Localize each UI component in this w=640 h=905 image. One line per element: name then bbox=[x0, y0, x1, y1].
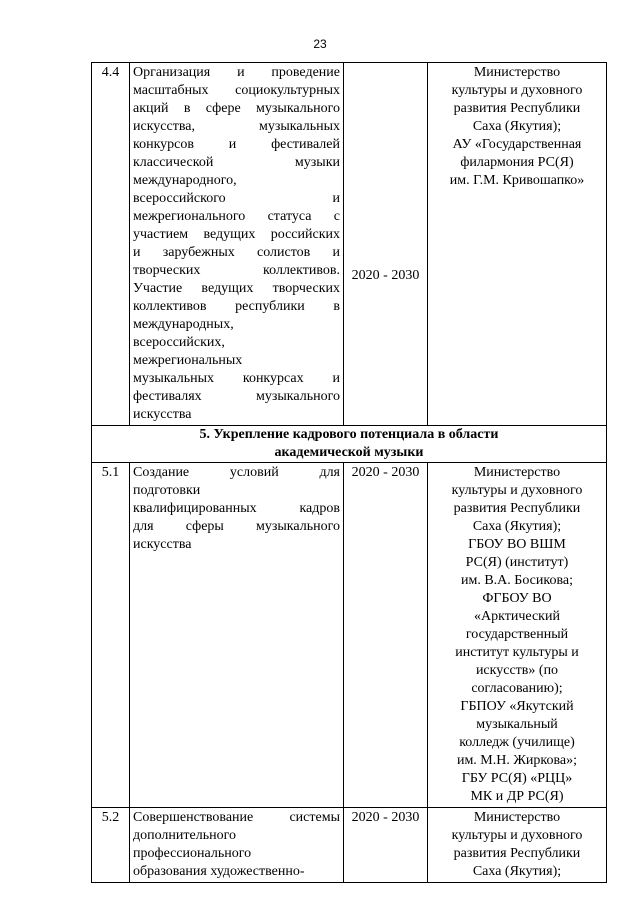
text-line: Участие ведущих творческих bbox=[133, 281, 340, 296]
text-line: искусств» (по bbox=[475, 663, 559, 678]
text-line: образования художественно- bbox=[133, 864, 305, 879]
period-cell: 2020 - 2030 bbox=[344, 63, 428, 426]
period-cell: 2020 - 2030 bbox=[344, 463, 428, 808]
text-line: филармония РС(Я) bbox=[460, 155, 574, 170]
text-line: Министерство bbox=[473, 65, 561, 80]
text-line: фестивалях музыкального bbox=[133, 389, 340, 404]
text-line: ГБПОУ «Якутский bbox=[460, 699, 574, 714]
text-line: согласованию); bbox=[471, 681, 563, 696]
text-line: и зарубежных солистов и bbox=[133, 245, 340, 260]
text-line: развития Республики bbox=[453, 101, 581, 116]
text-line: музыкальный bbox=[476, 717, 558, 732]
table-row-5-1 bbox=[92, 463, 607, 808]
row-number: 5.1 bbox=[92, 463, 130, 808]
text-line: межрегиональных bbox=[133, 353, 243, 368]
text-line: международного, bbox=[133, 173, 237, 188]
text-line: ГБУ РС(Я) «РЦЦ» bbox=[461, 771, 573, 786]
text-line: Создание условий для bbox=[133, 465, 340, 480]
text-line: государственный bbox=[465, 627, 569, 642]
text-line: развития Республики bbox=[453, 501, 581, 516]
text-line: ФГБОУ ВО bbox=[482, 591, 552, 606]
text-line: РС(Я) (институт) bbox=[465, 555, 569, 570]
row-number: 4.4 bbox=[92, 63, 130, 426]
text-line: развития Республики bbox=[453, 846, 581, 861]
text-line: культуры и духовного bbox=[451, 83, 583, 98]
text-line: культуры и духовного bbox=[451, 483, 583, 498]
text-line: Совершенствование системы bbox=[133, 810, 340, 825]
text-line: им. Г.М. Кривошапко» bbox=[449, 173, 585, 188]
text-line: МК и ДР РС(Я) bbox=[470, 789, 564, 804]
text-line: Министерство bbox=[473, 465, 561, 480]
section-header-row bbox=[92, 426, 607, 463]
text-line: творческих коллективов. bbox=[133, 263, 340, 278]
text-line: конкурсов и фестивалей bbox=[133, 137, 340, 152]
text-line: им. В.А. Босикова; bbox=[460, 573, 573, 588]
responsible-cell bbox=[428, 63, 607, 426]
text-line: масштабных социокультурных bbox=[133, 83, 340, 98]
text-line: искусства bbox=[133, 407, 192, 422]
text-line: Министерство bbox=[473, 810, 561, 825]
plan-table bbox=[91, 62, 607, 883]
text-line: всероссийских, bbox=[133, 335, 225, 350]
text-line: Саха (Якутия); bbox=[472, 864, 562, 879]
text-line: Организация и проведение bbox=[133, 65, 340, 80]
text-line: Саха (Якутия); bbox=[472, 119, 562, 134]
text-line: колледж (училище) bbox=[459, 735, 575, 750]
text-line: ГБОУ ВО ВШМ bbox=[468, 537, 566, 552]
text-line: АУ «Государственная bbox=[452, 137, 582, 152]
period-cell: 2020 - 2030 bbox=[344, 808, 428, 883]
text-line: классической музыки bbox=[133, 155, 340, 170]
task-cell bbox=[130, 808, 344, 883]
text-line: участием ведущих российских bbox=[133, 227, 340, 242]
text-line: профессионального bbox=[133, 846, 252, 861]
text-line: для сферы музыкального bbox=[133, 519, 340, 534]
table-row-4-4 bbox=[92, 63, 607, 426]
text-line: коллективов республики в bbox=[133, 299, 340, 314]
section-title-line-2: академической музыки bbox=[274, 445, 424, 460]
text-line: всероссийского и bbox=[133, 191, 340, 206]
responsible-cell bbox=[428, 808, 607, 883]
text-line: искусства, музыкальных bbox=[133, 119, 340, 134]
responsible-cell bbox=[428, 463, 607, 808]
table-row-5-2 bbox=[92, 808, 607, 883]
text-line: международных, bbox=[133, 317, 234, 332]
text-line: институт культуры и bbox=[455, 645, 579, 660]
text-line: музыкальных конкурсах и bbox=[133, 371, 340, 386]
text-line: квалифицированных кадров bbox=[133, 501, 340, 516]
section-title bbox=[92, 426, 607, 463]
row-number: 5.2 bbox=[92, 808, 130, 883]
text-line: культуры и духовного bbox=[451, 828, 583, 843]
text-line: Саха (Якутия); bbox=[472, 519, 562, 534]
text-line: им. М.Н. Жиркова»; bbox=[456, 753, 578, 768]
section-title-line-1: 5. Укрепление кадрового потенциала в области bbox=[199, 427, 499, 442]
page-number: 23 bbox=[313, 37, 327, 51]
text-line: подготовки bbox=[133, 483, 201, 498]
text-line: акций в сфере музыкального bbox=[133, 101, 340, 116]
text-line: «Арктический bbox=[474, 609, 560, 624]
task-cell bbox=[130, 463, 344, 808]
text-line: искусства bbox=[133, 537, 192, 552]
text-line: межрегионального статуса с bbox=[133, 209, 340, 224]
task-cell bbox=[130, 63, 344, 426]
text-line: дополнительного bbox=[133, 828, 236, 843]
